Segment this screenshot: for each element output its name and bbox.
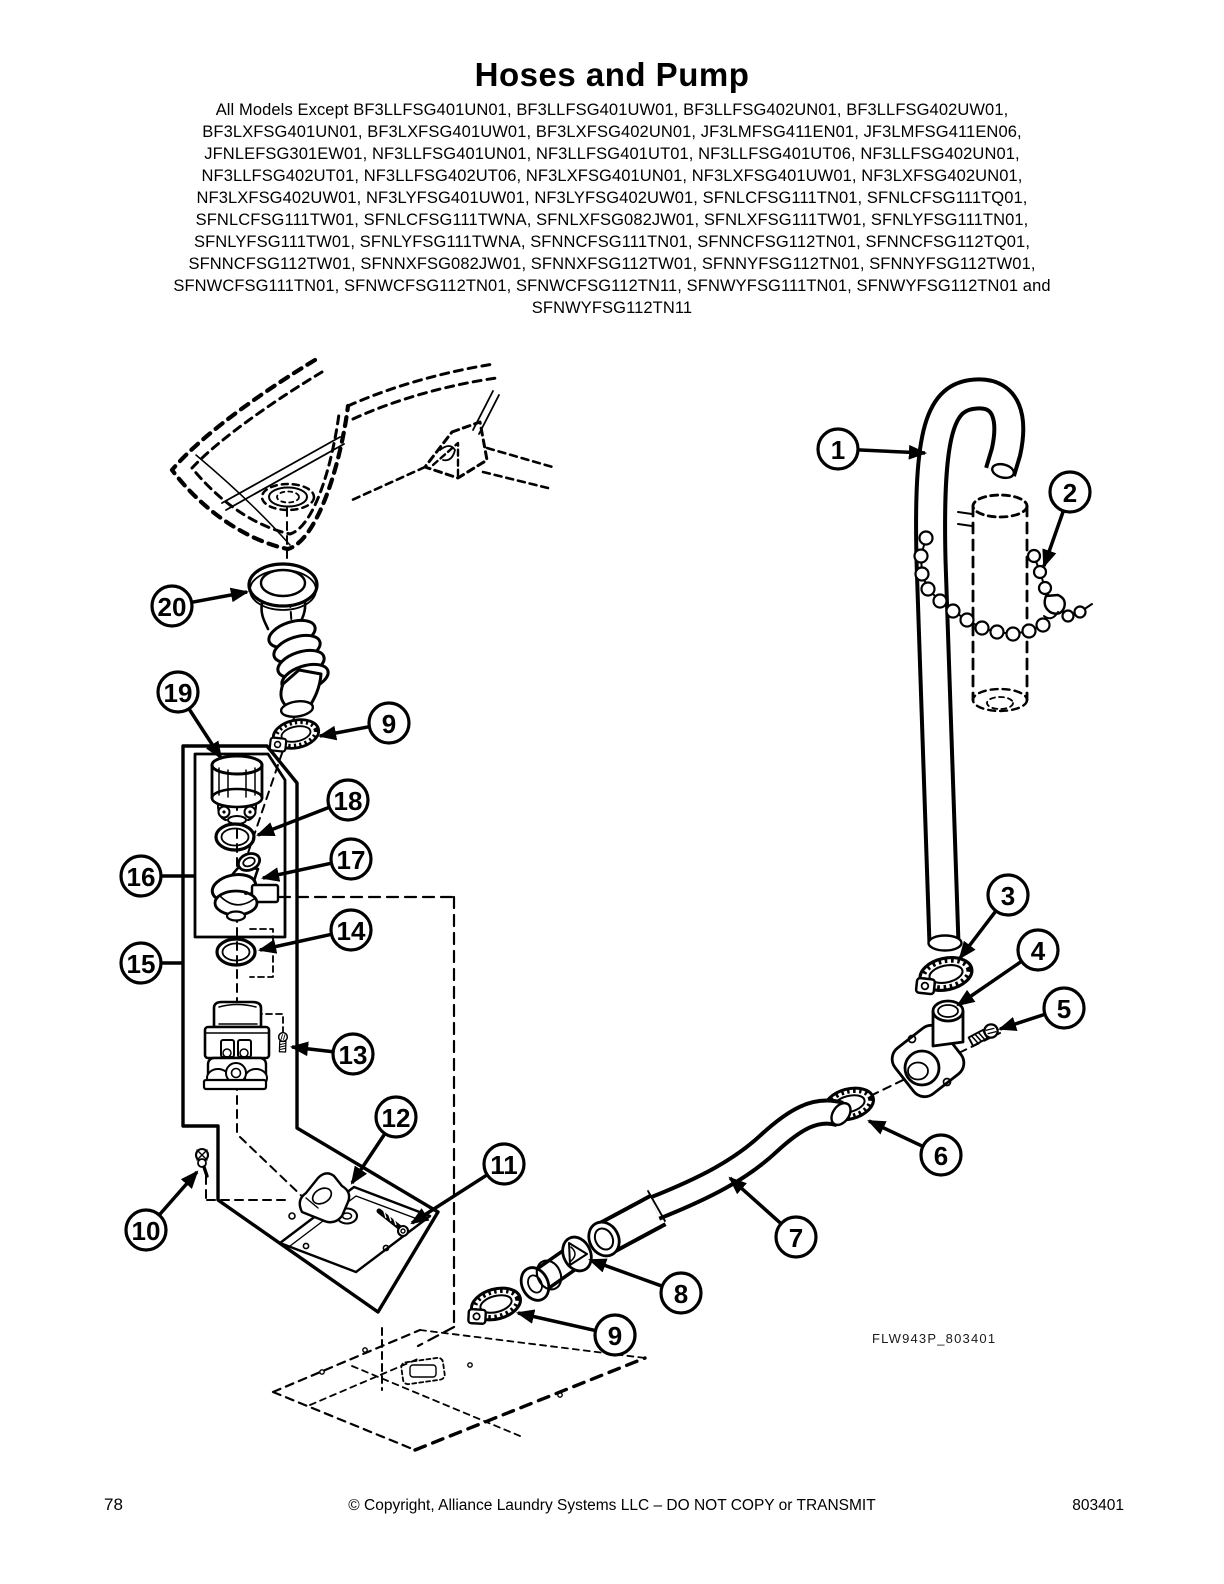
- callout-number-16: 16: [126, 862, 156, 892]
- callout-number-19: 19: [163, 678, 193, 708]
- callout-18: [258, 780, 368, 835]
- callout-20: [152, 586, 247, 626]
- callout-15: [121, 943, 184, 983]
- diagram-code: FLW943P_803401: [872, 1331, 997, 1346]
- drain-hose-1: [929, 394, 1016, 951]
- callout-number-5: 5: [1056, 994, 1072, 1024]
- tub-hose-funnel: [249, 564, 332, 719]
- hose-clamp-3: [910, 953, 975, 998]
- model-line: NF3LXFSG402UW01, NF3LYFSG401UW01, NF3LYFSG402UW01, SFNLCFSG111TN01, SFNLCFSG111TQ01,: [196, 189, 1028, 207]
- callout-number-7: 7: [788, 1223, 804, 1253]
- callout-14: [260, 910, 371, 950]
- inlet-fitting-17: [210, 850, 278, 920]
- model-line: NF3LLFSG402UT01, NF3LLFSG402UT06, NF3LXFSG401UN01, NF3LXFSG401UW01, NF3LXFSG402UN01,: [201, 167, 1023, 185]
- callout-number-1: 1: [830, 435, 846, 465]
- standpipe-art: [973, 495, 1027, 711]
- model-line: SFNLYFSG111TW01, SFNLYFSG111TWNA, SFNNCFSG111TN01, SFNNCFSG112TN01, SFNNCFSG112TQ01,: [193, 233, 1031, 251]
- callout-7: [730, 1178, 816, 1257]
- screw-10: [196, 1149, 208, 1176]
- model-line: SFNWCFSG111TN01, SFNWCFSG112TN01, SFNWCFSG112TN11, SFNWYFSG111TN01, SFNWYFSG112TN01 and: [173, 277, 1051, 295]
- model-line: SFNLCFSG111TW01, SFNLCFSG111TWNA, SFNLXFSG082JW01, SFNLXFSG111TW01, SFNLYFSG111TN01,: [195, 211, 1029, 229]
- callout-10: [126, 1172, 197, 1250]
- callout-5: [1000, 988, 1084, 1029]
- filter-cup-19: [212, 756, 262, 824]
- callout-2: [1044, 472, 1090, 566]
- callout-number-11: 11: [490, 1150, 518, 1180]
- copyright-text: © Copyright, Alliance Laundry Systems LLC – DO NOT COPY or TRANSMIT: [348, 1497, 876, 1514]
- o-ring-18: [216, 824, 254, 850]
- callout-number-9: 9: [607, 1321, 623, 1351]
- callout-number-13: 13: [338, 1040, 368, 1070]
- callout-17: [263, 839, 371, 879]
- page-number: 78: [104, 1495, 123, 1514]
- callout-9: [320, 703, 409, 743]
- doc-number: 803401: [1072, 1497, 1124, 1514]
- model-line: SFNNCFSG112TW01, SFNNXFSG082JW01, SFNNXFSG112TW01, SFNNYFSG112TN01, SFNNYFSG112TW01,: [188, 255, 1036, 273]
- screw-5: [968, 1022, 1000, 1048]
- o-ring-14: [217, 939, 255, 965]
- callout-16: [121, 856, 196, 896]
- model-line: JFNLEFSG301EW01, NF3LLFSG401UN01, NF3LLFSG401UT01, NF3LLFSG401UT06, NF3LLFSG402UN01,: [204, 145, 1020, 163]
- drain-pump: [204, 1002, 269, 1089]
- callout-number-20: 20: [157, 592, 187, 622]
- callout-number-17: 17: [336, 845, 366, 875]
- hose-clamp-9-lower: [461, 1283, 524, 1328]
- callout-number-10: 10: [131, 1216, 161, 1246]
- model-line: All Models Except BF3LLFSG401UN01, BF3LLFSG401UW01, BF3LLFSG402UN01, BF3LLFSG402UW01,: [215, 101, 1009, 119]
- elbow-fitting-4: [887, 1001, 970, 1102]
- callout-number-4: 4: [1030, 936, 1046, 966]
- callout-number-8: 8: [673, 1279, 689, 1309]
- tub-outline-art: [172, 360, 556, 549]
- callout-8: [590, 1260, 701, 1313]
- callout-1: [818, 429, 925, 469]
- washer-base-art: [273, 1328, 645, 1450]
- screw-13: [278, 1033, 287, 1053]
- callout-number-9: 9: [381, 709, 397, 739]
- model-line: SFNWYFSG112TN11: [531, 299, 693, 317]
- page-title: Hoses and Pump: [474, 56, 750, 93]
- callout-number-12: 12: [381, 1103, 411, 1133]
- callout-6: [869, 1121, 961, 1175]
- model-line: BF3LXFSG401UN01, BF3LXFSG401UW01, BF3LXFSG402UN01, JF3LMFSG411EN01, JF3LMFSG411EN06,: [202, 123, 1022, 141]
- check-valve-8: [516, 1232, 597, 1304]
- hose-clamp-9-upper: [265, 716, 322, 755]
- callout-number-2: 2: [1062, 478, 1078, 508]
- callout-number-15: 15: [126, 949, 156, 979]
- callout-number-14: 14: [336, 916, 366, 946]
- callout-number-3: 3: [1000, 881, 1016, 911]
- callout-12: [352, 1097, 416, 1183]
- page-footer: [0, 1497, 1224, 1527]
- callout-number-6: 6: [933, 1141, 949, 1171]
- callout-11: [412, 1144, 524, 1223]
- callout-number-18: 18: [333, 786, 363, 816]
- callout-13: [292, 1034, 373, 1074]
